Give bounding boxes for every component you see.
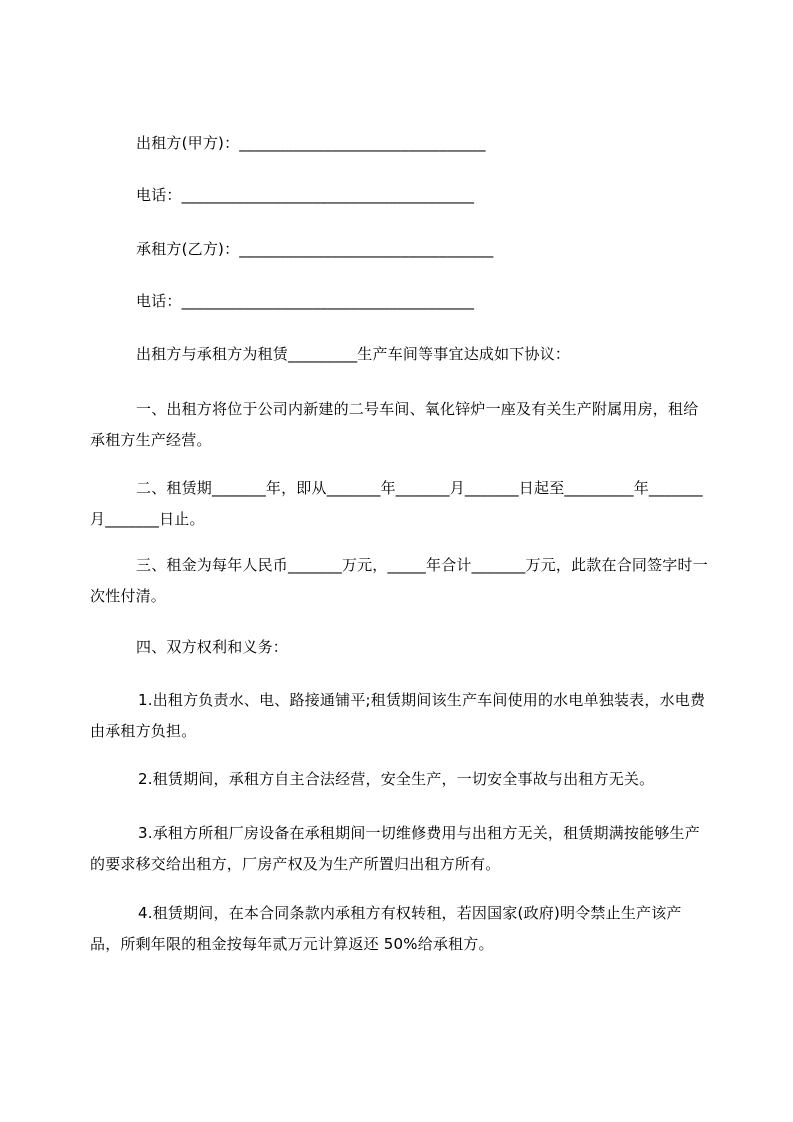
lessor-field: 出租方(甲方)：________________________________ — [136, 134, 486, 152]
clause-3: 三、租金为每年人民币_______万元，_____年合计_______万元，此款在合同签字时一次性付清。 — [90, 556, 708, 605]
clause-4-title: 四、双方权利和义务： — [136, 638, 289, 656]
lessor-phone-field: 电话：______________________________________ — [136, 186, 475, 204]
lessee-phone-field: 电话：______________________________________ — [136, 292, 475, 310]
obligation-item-1: 1.出租方负责水、电、路接通铺平;租赁期间该生产车间使用的水电单独装表，水电费由承租方负担。 — [90, 691, 706, 740]
clause-1: 一、出租方将位于公司内新建的二号车间、氧化锌炉一座及有关生产附属用房，租给承租方生产经营。 — [90, 400, 699, 449]
obligation-item-2: 2.租赁期间，承租方自主合法经营，安全生产，一切安全事故与出租方无关。 — [138, 770, 655, 788]
clause-2: 二、租赁期_______年，即从_______年_______月_______日起至_________年_______月_______日止。 — [90, 479, 703, 528]
agreement-intro: 出租方与承租方为租赁_________生产车间等事宜达成如下协议： — [136, 345, 571, 363]
obligation-item-4: 4.租赁期间，在本合同条款内承租方有权转租，若因国家(政府)明令禁止生产该产品，所剩年限的租金按每年贰万元计算返还 50%给承租方。 — [90, 904, 682, 953]
obligation-item-3: 3.承租方所租厂房设备在承租期间一切维修费用与出租方无关，租赁期满按能够生产的要求移交给出租方，厂房产权及为生产所置归出租方所有。 — [90, 824, 700, 873]
lessee-field: 承租方(乙方)：_________________________________ — [136, 240, 494, 258]
